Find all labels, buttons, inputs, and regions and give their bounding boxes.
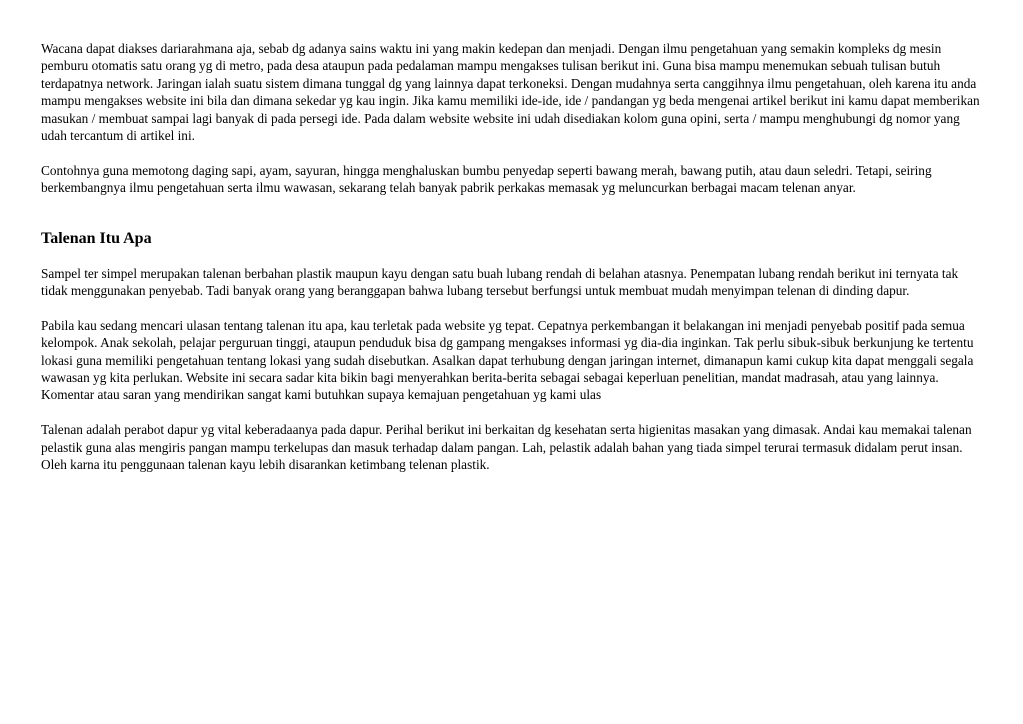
body-paragraph-3: Talenan adalah perabot dapur yg vital keberadaanya pada dapur. Perihal berikut ini berkaitan dg kesehatan serta higienitas masakan yang dimasak. Andai kau memakai talenan pelastik guna alas mengiris pangan mampu terkelupas dan masuk terhadap dalam pangan. Lah, pelastik adalah bahan yang tiada simpel terurai termasuk didalam perut insan. Oleh karna itu penggunaan talenan kayu lebih disarankan ketimbang telenan plastik.: [41, 422, 972, 473]
section-heading: Talenan Itu Apa: [41, 229, 152, 247]
intro-paragraph-1: Wacana dapat diakses dariarahmana aja, sebab dg adanya sains waktu ini yang makin kedepan dan menjadi. Dengan ilmu pengetahuan yang semakin kompleks dg mesin pemburu otomatis satu orang yg di metro, pada desa ataupun pada pedalaman mampu mengakses tulisan berikut ini. Guna bisa mampu menemukan sebuah tulisan butuh terdapatnya network. Jaringan ialah suatu sistem dimana tunggal dg yang lainnya dapat terkoneksi. Dengan mudahnya serta canggihnya ilmu pengetahuan, oleh karena itu anda mampu mengakses website ini bila dan dimana sekedar yg kau ingin. Jika kamu memiliki ide-ide, ide / pandangan yg beda mengenai artikel berikut ini kamu dapat memberikan masukan / membuat sampai lagi banyak di pada persegi ide. Pada dalam website website ini udah disediakan kolom guna opini, serta / mampu menghubungi dg nomor yang udah tercantum di artikel ini.: [41, 41, 980, 144]
body-paragraph-1: Sampel ter simpel merupakan talenan berbahan plastik maupun kayu dengan satu buah lubang rendah di belahan atasnya. Penempatan lubang rendah berikut ini ternyata tak tidak menggunakan penyebab. Tadi banyak orang yang beranggapan bahwa lubang tersebut berfungsi untuk membuat mudah menyimpan telenan di dinding dapur.: [41, 265, 959, 299]
body-paragraph-2: Pabila kau sedang mencari ulasan tentang talenan itu apa, kau terletak pada website yg tepat. Cepatnya perkembangan it belakangan ini menjadi penyebab positif pada semua kelompok. Anak sekolah, pelajar perguruan tinggi, ataupun penduduk bisa dg gampang mengakses informasi yg dia-dia inginkan. Tak perlu sibuk-sibuk berkunjung ke tertentu lokasi guna memiliki pengetahuan tentang lokasi yang sudah disebutkan. Asalkan dapat terhubung dengan jaringan internet, dimanapun kami cukup kita dapat menggali segala wawasan yg kita perlukan. Website ini secara sadar kita bikin bagi menyerahkan berita-berita sebagai sebagai keperluan penelitian, mandat madrasah, atau yang lainnya. Komentar atau saran yang mendirikan sangat kami butuhkan supaya kemajuan pengetahuan yg kami ulas: [41, 317, 974, 403]
intro-paragraph-2: Contohnya guna memotong daging sapi, ayam, sayuran, hingga menghaluskan bumbu penyedap seperti bawang merah, bawang putih, atau daun seledri. Tetapi, seiring berkembangnya ilmu pengetahuan serta ilmu wawasan, sekarang telah banyak pabrik perkakas memasak yg meluncurkan berbagai macam telenan anyar.: [41, 162, 932, 196]
document-page: [41, 40, 983, 491]
